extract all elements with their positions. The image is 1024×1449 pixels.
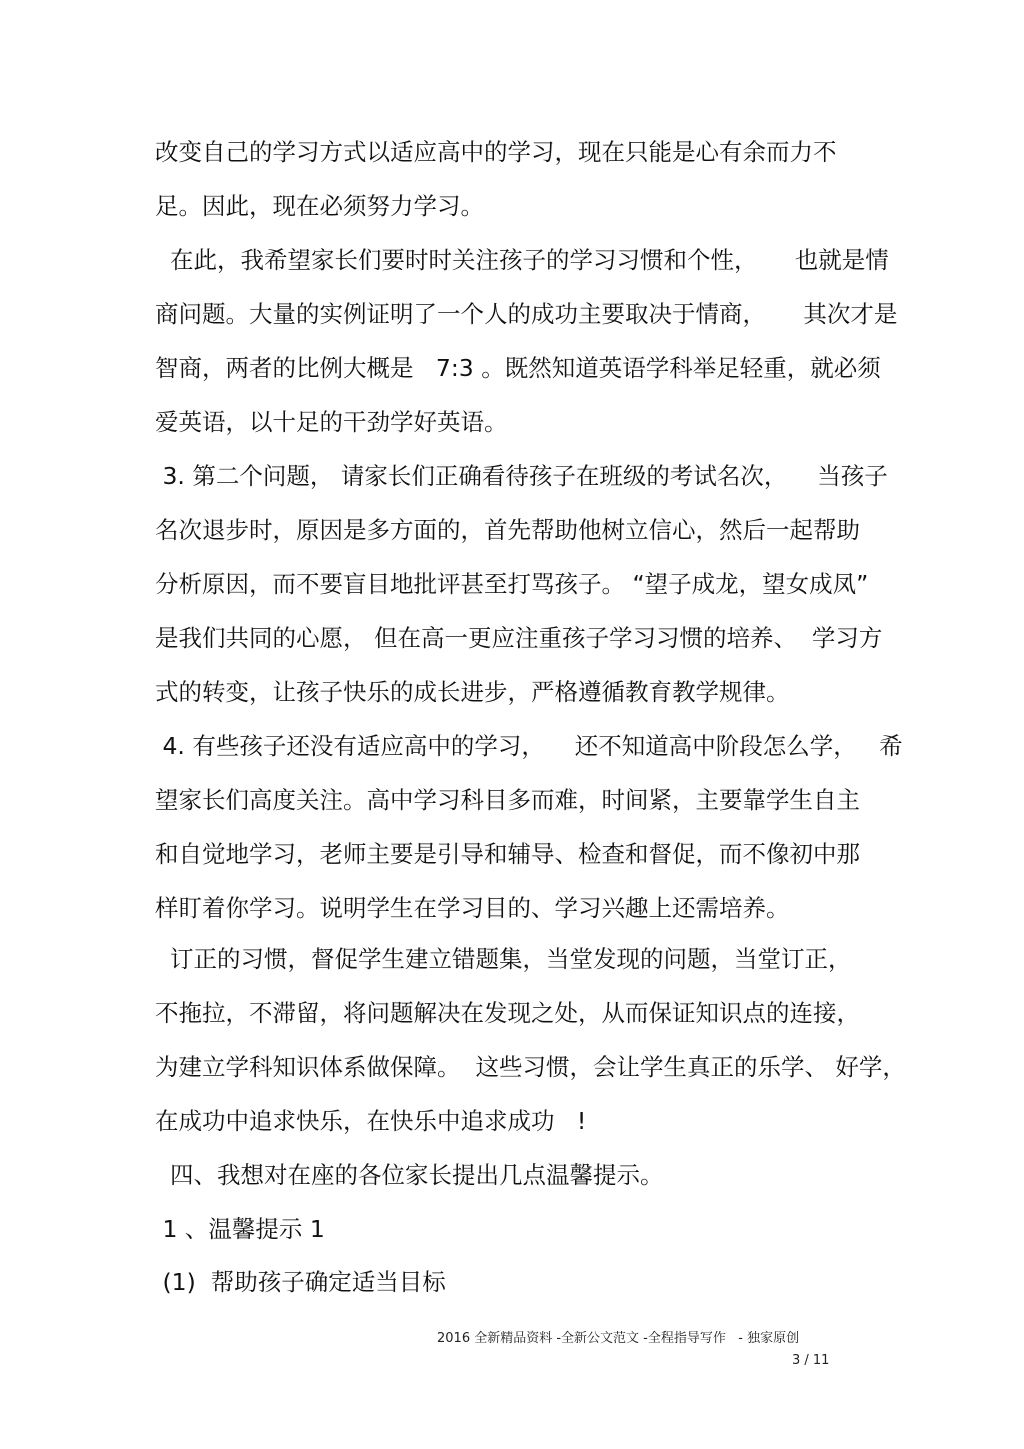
text-line: 4. 有些孩子还没有适应高中的学习， 还不知道高中阶段怎么学， 希 (155, 732, 903, 760)
text-line: 智商，两者的比例大概是 7:3 。既然知道英语学科举足轻重，就必须 (155, 354, 881, 382)
text-line: 订正的习惯，督促学生建立错题集，当堂发现的问题，当堂订正， (155, 945, 852, 973)
text-line: 式的转变，让孩子快乐的成长进步，严格遵循教育教学规律。 (155, 678, 790, 706)
text-line: 爱英语，以十足的干劲学好英语。 (155, 408, 508, 436)
text-line: 样盯着你学习。说明学生在学习目的、学习兴趣上还需培养。 (155, 894, 790, 922)
text-line: 分析原因，而不要盲目地批评甚至打骂孩子。 “望子成龙，望女成凤” (155, 570, 869, 598)
text-line: 商问题。大量的实例证明了一个人的成功主要取决于情商， 其次才是 (155, 300, 898, 328)
text-line: 在此，我希望家长们要时时关注孩子的学习习惯和个性， 也就是情 (155, 246, 889, 274)
text-line: 不拖拉，不滞留，将问题解决在发现之处，从而保证知识点的连接， (155, 999, 860, 1027)
text-line: (1) 帮助孩子确定适当目标 (155, 1268, 446, 1296)
text-line: 是我们共同的心愿， 但在高一更应注重孩子学习习惯的培养、 学习方 (155, 624, 883, 652)
text-line: 足。因此，现在必须努力学习。 (155, 192, 484, 220)
text-line: 和自觉地学习，老师主要是引导和辅导、检查和督促，而不像初中那 (155, 840, 860, 868)
text-line: 为建立学科知识体系做保障。 这些习惯，会让学生真正的乐学、 好学， (155, 1053, 906, 1081)
text-line: 四、我想对在座的各位家长提出几点温馨提示。 (155, 1161, 664, 1189)
text-line: 3. 第二个问题， 请家长们正确看待孩子在班级的考试名次， 当孩子 (155, 462, 888, 490)
footer-source: 2016 全新精品资料 -全新公文范文 -全程指导写作 - 独家原创 (437, 1331, 800, 1346)
text-line: 1 、温馨提示 1 (155, 1215, 325, 1243)
text-line: 改变自己的学习方式以适应高中的学习，现在只能是心有余而力不 (155, 138, 837, 166)
page-number: 3 / 11 (792, 1353, 830, 1368)
text-line: 在成功中追求快乐，在快乐中追求成功 ! (155, 1107, 587, 1135)
text-line: 名次退步时，原因是多方面的，首先帮助他树立信心，然后一起帮助 (155, 516, 860, 544)
text-line: 望家长们高度关注。高中学习科目多而难，时间紧，主要靠学生自主 (155, 786, 860, 814)
